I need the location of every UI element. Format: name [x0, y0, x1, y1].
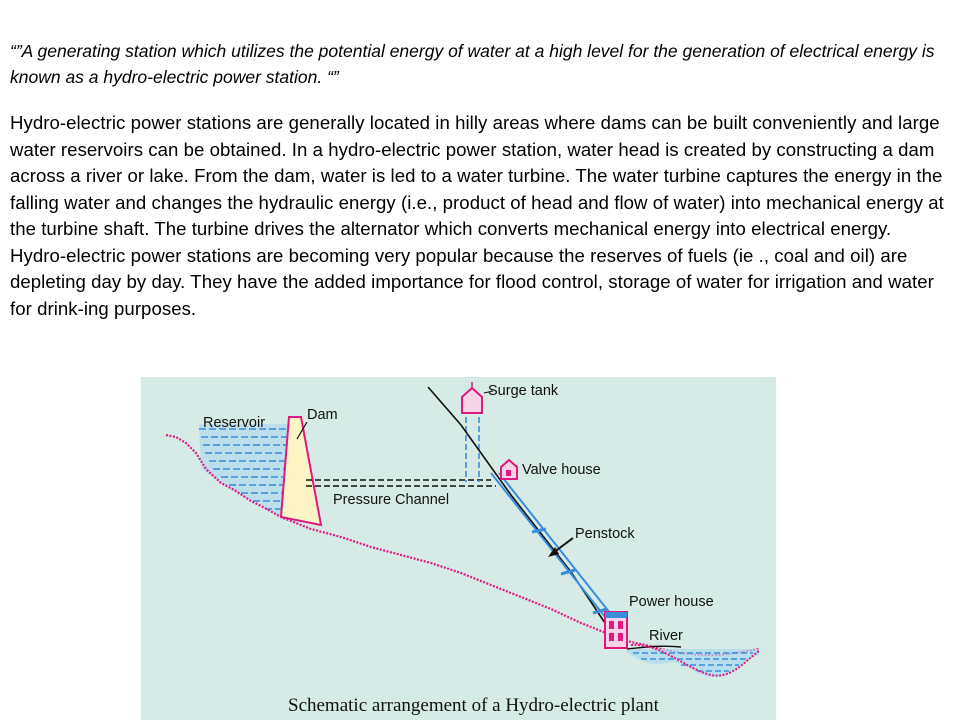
label-penstock: Penstock: [575, 526, 635, 542]
label-river: River: [649, 628, 683, 644]
valve-house-icon: [501, 460, 517, 479]
reservoir-water: [199, 424, 289, 517]
label-surge-tank: Surge tank: [488, 383, 559, 399]
label-pressure-channel: Pressure Channel: [333, 492, 450, 508]
hydro-plant-diagram: [141, 377, 776, 720]
label-reservoir: Reservoir: [203, 415, 266, 431]
diagram-caption: Schematic arrangement of a Hydro-electric plant: [288, 695, 659, 716]
label-valve-house: Valve house: [522, 462, 601, 478]
surge-tank-icon: [462, 382, 482, 413]
label-dam: Dam: [307, 407, 338, 423]
description-paragraph: Hydro-electric power stations are generally located in hilly areas where dams can be built conveniently and large water reservoirs can be obtained. In a hydro-electric power station, water head is created by constructing a dam across a river or lake. From the dam, water is led to a water turbine. The water turbine captures the energy in the falling water and changes the hydraulic energy (i.e., product of head and flow of water) into mechanical energy at the turbine shaft. The turbine drives the alternator which converts mechanical energy into electrical energy. Hydro-electric power stations are becoming very popular because the reserves of fuels (ie ., coal and oil) are depleting day by day. They have the added importance for flood control, storage of water for irrigation and water for drink-ing purposes.: [10, 112, 944, 319]
power-house-icon: [605, 612, 627, 648]
label-power-house: Power house: [629, 594, 714, 610]
definition-quote: “”A generating station which utilizes the potential energy of water at a high level for the generation of electrical energy is known as a hydro-electric power station. “”: [10, 41, 935, 87]
surge-tank-riser: [466, 417, 479, 482]
pressure-channel: [306, 480, 496, 486]
river-water: [627, 645, 759, 677]
